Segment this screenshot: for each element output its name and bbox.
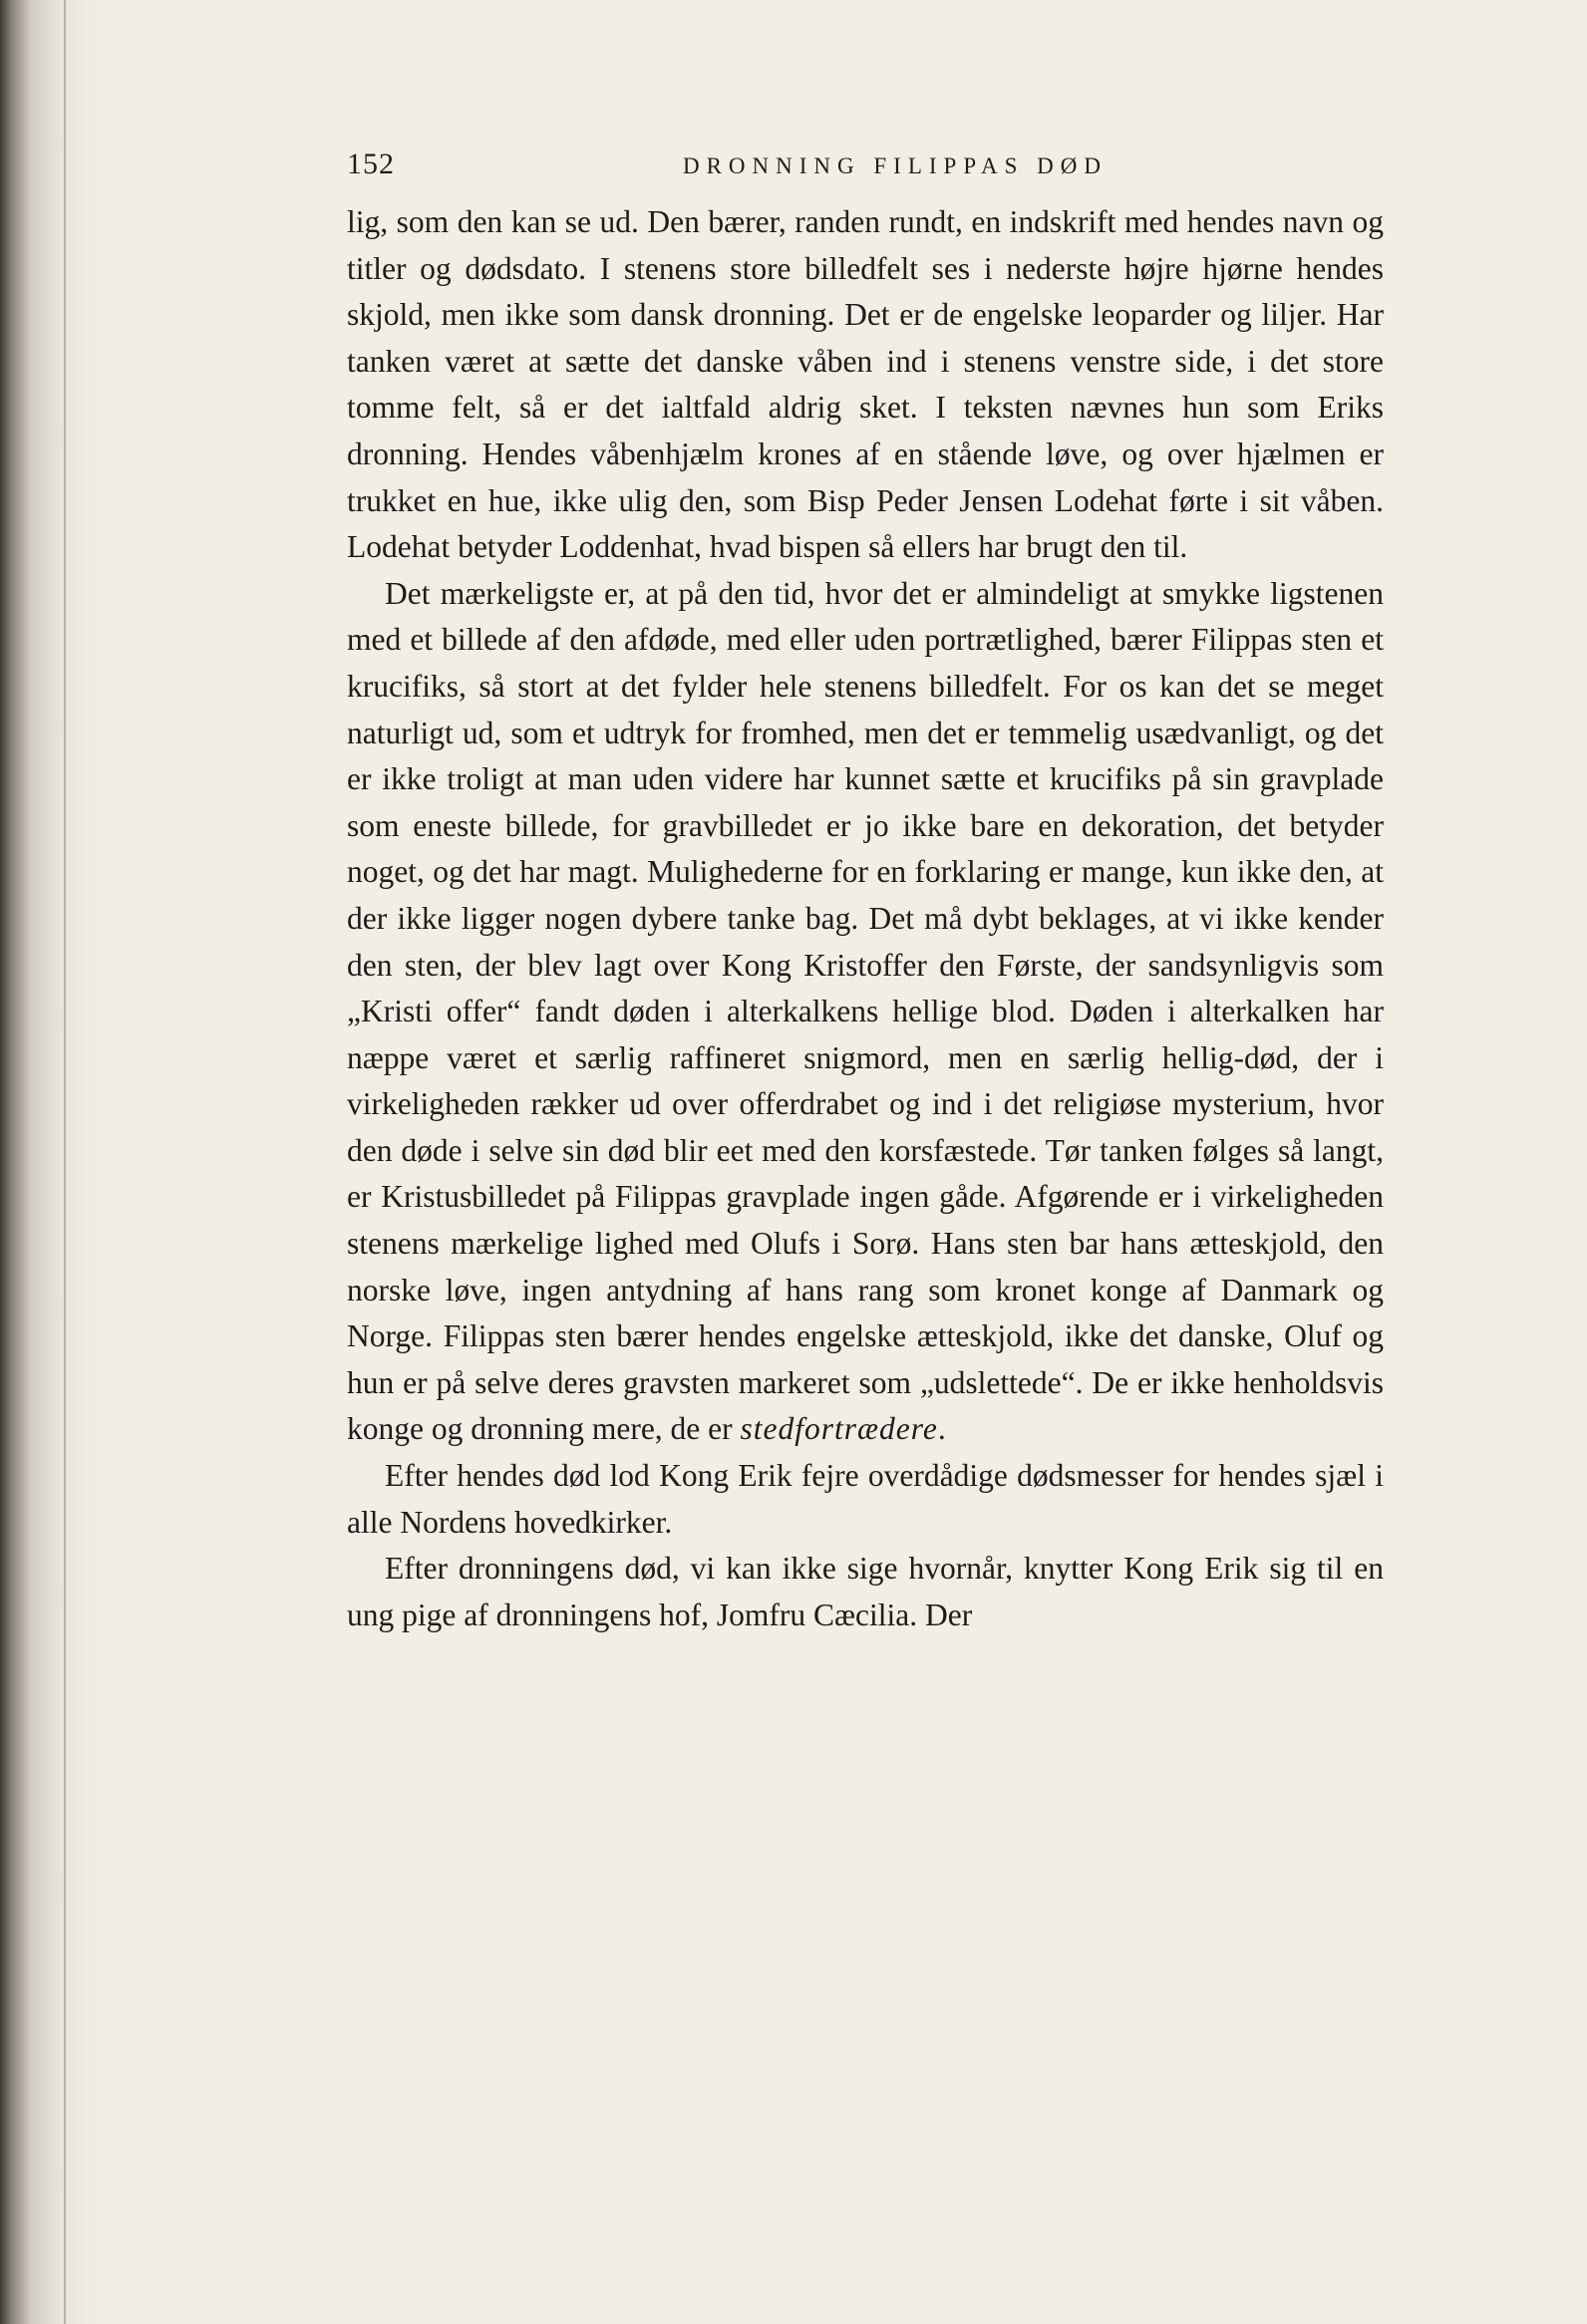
paragraph-end-punctuation: . xyxy=(937,1411,946,1447)
running-head xyxy=(347,140,1384,199)
paragraph xyxy=(347,571,1384,1453)
page-number: 152 xyxy=(347,147,395,180)
book-page xyxy=(347,140,1384,1638)
paragraph xyxy=(347,1453,1384,1546)
emphasized-word: stedfortrædere xyxy=(740,1411,938,1447)
gutter-line xyxy=(64,0,66,2324)
body-text xyxy=(347,199,1384,1638)
paragraph-text: Efter hendes død lod Kong Erik fejre overdådige dødsmesser for hendes sjæl i alle Nordens hovedkirker. xyxy=(347,1458,1384,1540)
paragraph-text: Det mærkeligste er, at på den tid, hvor det er almindeligt at smykke ligstenen med et billede af den afdøde, med eller uden portrætlighed, bærer Filippas sten et krucifiks, så stort at det fylder hele stenens billedfelt. For os kan det se meget naturligt ud, som et udtryk for fromhed, men det er temmelig usædvanligt, og det er ikke troligt at man uden videre har kunnet sætte et krucifiks på sin gravplade som eneste billede, for gravbilledet er jo ikke bare en dekoration, det betyder noget, og det har magt. Mulighederne for en forklaring er mange, kun ikke den, at der ikke ligger nogen dybere tanke bag. Det må dybt beklages, at vi ikke kender den sten, der blev lagt over Kong Kristoffer den Første, der sandsynligvis som „Kristi offer“ fandt døden i alterkalkens hellige blod. Døden i alterkalken har næppe været et særlig raffineret snigmord, men en særlig hellig-død, der i virkeligheden rækker ud over offerdrabet og ind i det religiøse mysterium, hvor den døde i selve sin død blir eet med den korsfæstede. Tør tanken følges så langt, er Kristusbilledet på Filippas gravplade ingen gåde. Afgørende er i virkeligheden stenens mærkelige lighed med Olufs i Sorø. Hans sten bar hans ætteskjold, den norske løve, ingen antydning af hans rang som kronet konge af Danmark og Norge. Filippas sten bærer hendes engelske ætteskjold, ikke det danske, Oluf og hun er på selve deres gravsten markeret som „udslettede“. De er ikke henholdsvis konge og dronning mere, de er xyxy=(347,575,1384,1447)
paragraph xyxy=(347,1546,1384,1638)
paragraph-continued xyxy=(347,199,1384,571)
paragraph-text: Efter dronningens død, vi kan ikke sige hvornår, knytter Kong Erik sig til en ung pige af dronningens hof, Jomfru Cæcilia. Der xyxy=(347,1551,1384,1632)
running-title: DRONNING FILIPPAS DØD xyxy=(682,153,1109,178)
paragraph-text: lig, som den kan se ud. Den bærer, randen rundt, en indskrift med hendes navn og titler og dødsdato. I stenens store billedfelt ses i nederste højre hjørne hendes skjold, men ikke som dansk dronning. Det er de engelske leoparder og liljer. Har tanken været at sætte det danske våben ind i stenens venstre side, i det store tomme felt, så er det ialtfald aldrig sket. I teksten nævnes hun som Eriks dronning. Hendes våbenhjælm krones af en stående løve, og over hjælmen er trukket en hue, ikke ulig den, som Bisp Peder Jensen Lodehat førte i sit våben. Lodehat betyder Loddenhat, hvad bispen så ellers har brugt den til. xyxy=(347,204,1384,565)
book-binding-shadow xyxy=(0,0,110,2324)
